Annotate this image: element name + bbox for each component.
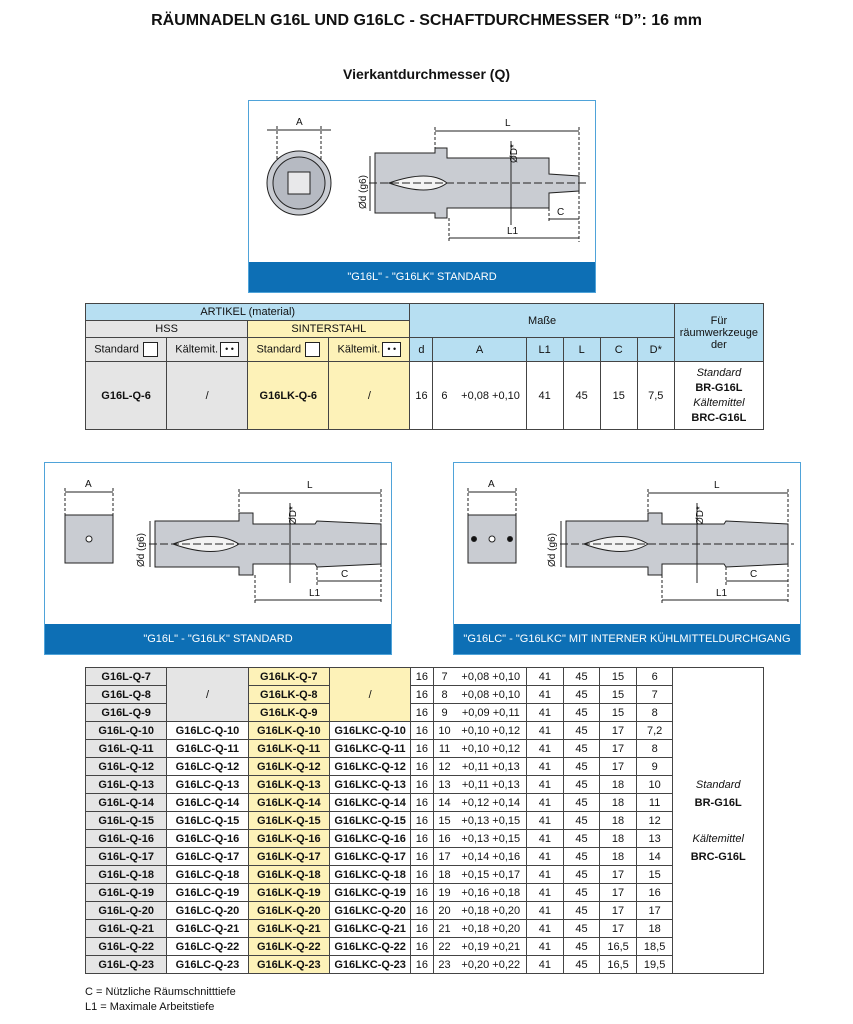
tool-note: Standard BR-G16L Kältemittel BRC-G16L [674, 362, 763, 430]
header-artikel: ARTIKEL (material) [86, 304, 410, 321]
label-l: L [714, 480, 720, 491]
table-row: G16L-Q-18 G16LC-Q-18 G16LK-Q-18 G16LKC-Q-18 16 18 +0,15 +0,17 41 45 17 15 [86, 866, 764, 884]
diagram-panel-top [248, 100, 596, 293]
header-fuer: Für räumwerkzeuge der [674, 304, 763, 362]
table-row: G16L-Q-19 G16LC-Q-19 G16LK-Q-19 G16LKC-Q-19 16 19 +0,16 +0,18 41 45 17 16 [86, 884, 764, 902]
header-sint-kaeltemit: Kältemit. • • [329, 338, 410, 362]
table-row: G16L-Q-14 G16LC-Q-14 G16LK-Q-14 G16LKC-Q-14 16 14 +0,12 +0,14 41 45 18 11 [86, 794, 764, 812]
label-c: C [341, 569, 349, 580]
label-c: C [557, 207, 565, 218]
header-masse: Maße [410, 304, 674, 338]
label-d-star: ØD* [509, 144, 520, 163]
coolant-holes-icon: • • [220, 342, 239, 357]
table-row: G16L-Q-11 G16LC-Q-11 G16LK-Q-11 G16LKC-Q-11 16 11 +0,10 +0,12 41 45 17 8 [86, 740, 764, 758]
diagram-panel-right [453, 462, 801, 655]
table-row: G16L-Q-22 G16LC-Q-22 G16LK-Q-22 G16LKC-Q-22 16 22 +0,19 +0,21 41 45 16,5 18,5 [86, 938, 764, 956]
table-row: G16L-Q-6 / G16LK-Q-6 / 16 6 +0,08 +0,10 41 45 15 7,5 Standard BR-G16L Kältemittel BRC-G16L [86, 362, 764, 430]
header-hss: HSS [86, 321, 248, 338]
table-row: G16L-Q-20 G16LC-Q-20 G16LK-Q-20 G16LKC-Q-20 16 20 +0,18 +0,20 41 45 17 17 [86, 902, 764, 920]
table-row: G16L-Q-17 G16LC-Q-17 G16LK-Q-17 G16LKC-Q-17 16 17 +0,14 +0,16 41 45 18 14 [86, 848, 764, 866]
table-row: G16L-Q-10 G16LC-Q-10 G16LK-Q-10 G16LKC-Q-10 16 10 +0,10 +0,12 41 45 17 7,2 [86, 722, 764, 740]
table-row: G16L-Q-9 G16LK-Q-9 16 9 +0,09 +0,11 41 45 15 8 [86, 704, 764, 722]
label-d-g6: Ød (g6) [136, 533, 147, 567]
label-l: L [307, 480, 313, 491]
label-a: A [488, 479, 495, 490]
label-c: C [750, 569, 758, 580]
table-row: G16L-Q-21 G16LC-Q-21 G16LK-Q-21 G16LKC-Q-21 16 21 +0,18 +0,20 41 45 17 18 [86, 920, 764, 938]
label-l1: L1 [309, 588, 321, 599]
table-articles-q7-q23 [85, 667, 764, 974]
panel-caption-top: "G16L" - "G16LK" STANDARD [249, 262, 595, 292]
legend-c: C = Nützliche Räumschnitttiefe [85, 986, 236, 998]
label-l: L [505, 118, 511, 129]
standard-box-icon [305, 342, 320, 357]
label-d-g6: Ød (g6) [358, 175, 369, 209]
panel-caption-right: "G16LC" - "G16LKC" MIT INTERNER KÜHLMITTELDURCHGANG [454, 624, 800, 654]
col-c: C [600, 338, 637, 362]
col-l: L [563, 338, 600, 362]
page-title: RÄUMNADELN G16L UND G16LC - SCHAFTDURCHMESSER “D”: 16 mm [151, 12, 702, 29]
page-subtitle: Vierkantdurchmesser (Q) [342, 66, 511, 82]
diagram-panel-left [44, 462, 392, 655]
table-row: G16L-Q-8 G16LK-Q-8 16 8 +0,08 +0,10 41 45 15 7 [86, 686, 764, 704]
label-d-g6: Ød (g6) [547, 533, 558, 567]
col-d: d [410, 338, 433, 362]
table-row: G16L-Q-15 G16LC-Q-15 G16LK-Q-15 G16LKC-Q-15 16 15 +0,13 +0,15 41 45 18 12 [86, 812, 764, 830]
table-row: G16L-Q-7 / G16LK-Q-7 / 16 7 +0,08 +0,10 41 45 15 6 Standard BR-G16L Kältemittel BRC-G16L [86, 668, 764, 686]
label-l1: L1 [716, 588, 728, 599]
broach-diagram-left [45, 463, 391, 626]
header-sinterstahl: SINTERSTAHL [248, 321, 410, 338]
table-article-q6 [85, 303, 764, 430]
tool-note: Standard BR-G16L Kältemittel BRC-G16L [673, 668, 764, 974]
label-a: A [296, 117, 303, 128]
header-sint-standard: Standard [248, 338, 329, 362]
table-row: G16L-Q-16 G16LC-Q-16 G16LK-Q-16 G16LKC-Q-16 16 16 +0,13 +0,15 41 45 18 13 [86, 830, 764, 848]
broach-diagram-right [454, 463, 800, 626]
coolant-holes-icon: • • [382, 342, 401, 357]
table-row: G16L-Q-13 G16LC-Q-13 G16LK-Q-13 G16LKC-Q-13 16 13 +0,11 +0,13 41 45 18 10 [86, 776, 764, 794]
table-row: G16L-Q-12 G16LC-Q-12 G16LK-Q-12 G16LKC-Q-12 16 12 +0,11 +0,13 41 45 17 9 [86, 758, 764, 776]
label-d-star: ØD* [288, 506, 299, 525]
header-hss-standard: Standard [86, 338, 167, 362]
col-a: A [433, 338, 526, 362]
legend-l1: L1 = Maximale Arbeitstiefe [85, 1001, 215, 1013]
table-row: G16L-Q-23 G16LC-Q-23 G16LK-Q-23 G16LKC-Q-23 16 23 +0,20 +0,22 41 45 16,5 19,5 [86, 956, 764, 974]
col-l1: L1 [526, 338, 563, 362]
broach-diagram-top [249, 101, 595, 264]
label-d-star: ØD* [695, 506, 706, 525]
panel-caption-left: "G16L" - "G16LK" STANDARD [45, 624, 391, 654]
standard-box-icon [143, 342, 158, 357]
label-a: A [85, 479, 92, 490]
col-dstar: D* [637, 338, 674, 362]
label-l1: L1 [507, 226, 519, 237]
header-hss-kaeltemit: Kältemit. • • [167, 338, 248, 362]
